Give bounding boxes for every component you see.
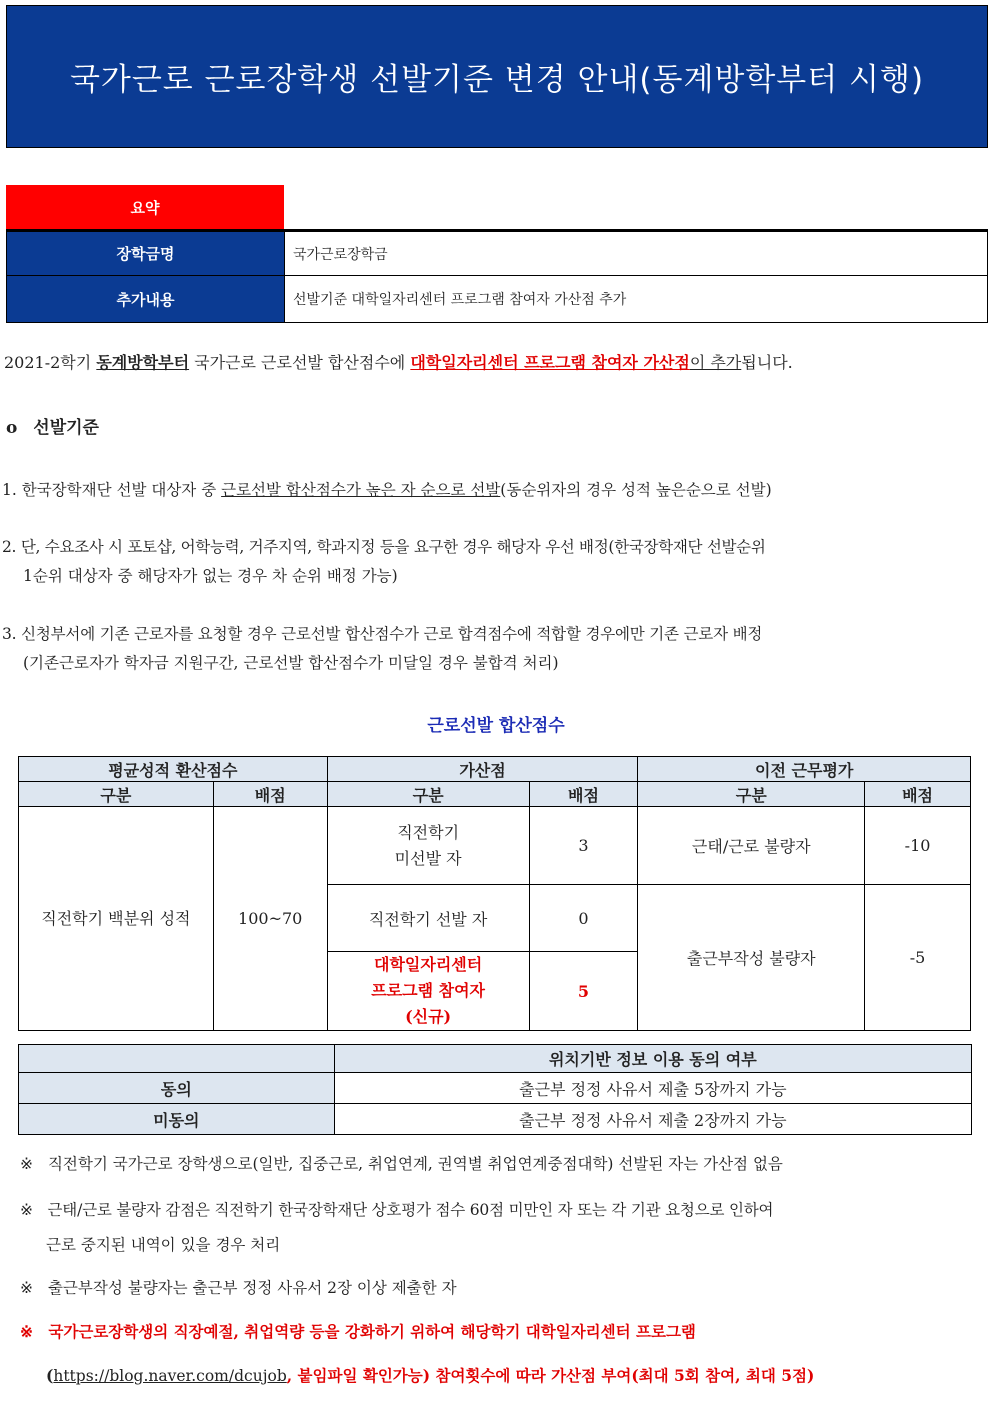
blog-link[interactable]: https://blog.naver.com/dcujob: [53, 1367, 287, 1385]
bonus-label-cell: 직전학기 선발 자: [327, 885, 529, 952]
summary-value-scholarship: [284, 231, 988, 276]
location-header: 위치기반 정보 이용 동의 여부: [334, 1045, 971, 1073]
summary-value-text: 국가근로장학금: [293, 246, 388, 263]
title-banner: [6, 5, 988, 148]
criteria-text: (동순위자의 경우 성적 높은순으로 선발): [500, 481, 772, 499]
bonus-label-cell-new: 대학일자리센터 프로그램 참여자(신규): [327, 952, 529, 1031]
col-header-gubun: 구분: [638, 782, 865, 807]
note-mark: ※: [20, 1155, 33, 1173]
summary-label-text: 추가내용: [116, 290, 175, 309]
bonus-points-cell: 0: [529, 885, 638, 952]
col-header-baejeom: 배점: [213, 782, 327, 807]
note-mark: ※: [20, 1201, 33, 1219]
note-3: [20, 1276, 457, 1300]
note-text: 근태/근로 불량자 감점은 직전학기 한국장학재단 상호평가 점수 60점 미만인 자 또는 각 기관 요청으로 인하여: [47, 1201, 774, 1219]
consent-label-agree: 동의: [19, 1073, 335, 1104]
eval-label-cell: 근태/근로 불량자: [638, 807, 865, 885]
bonus-points-cell: 3: [529, 807, 638, 885]
criteria-3-line2: (기존근로자가 학자금 지원구간, 근로선발 합산점수가 미달일 경우 불합격 처리): [23, 654, 559, 672]
section-heading: [6, 416, 99, 440]
summary-value-text: 선발기준 대학일자리센터 프로그램 참여자 가산점 추가: [293, 292, 627, 308]
page-title: 국가근로 근로장학생 선발기준 변경 안내(동계방학부터 시행): [69, 62, 925, 98]
note-4: [20, 1320, 696, 1344]
score-table-caption: 근로선발 합산점수: [427, 716, 565, 736]
note-text: , 붙임파일 확인가능) 참여횟수에 따라 가산점 부여(최대 5회 참여, 최대 5점): [286, 1366, 815, 1385]
summary-tab: [6, 185, 284, 230]
intro-text: 2021-2학기: [4, 353, 97, 372]
summary-value-addition: [284, 275, 988, 323]
summary-tab-label: 요약: [130, 199, 160, 217]
note-2-cont: 근로 중지된 내역이 있을 경우 처리: [46, 1236, 281, 1254]
location-header-empty: [19, 1045, 335, 1073]
consent-label-disagree: 미동의: [19, 1104, 335, 1135]
intro-highlight-winter: 동계방학부터: [96, 353, 190, 372]
intro-text: 국가근로 근로선발 합산점수에: [189, 353, 411, 372]
bonus-points-cell-new: 5: [529, 952, 638, 1031]
intro-paragraph: [4, 351, 793, 375]
col-header-gubun: 구분: [327, 782, 529, 807]
eval-label-cell: 출근부작성 불량자: [638, 885, 865, 1031]
criteria-2-line1: 2. 단, 수요조사 시 포토샵, 어학능력, 거주지역, 학과지정 등을 요구한 경우 해당자 우선 배정(한국장학재단 선발순위: [2, 538, 766, 556]
criteria-2-line2: 1순위 대상자 중 해당자가 없는 경우 차 순위 배정 가능): [23, 567, 398, 585]
score-table: [18, 756, 971, 1031]
bullet-icon: o: [6, 418, 18, 438]
note-text: 국가근로장학생의 직장예절, 취업역량 등을 강화하기 위하여 해당학기 대학일자리센터 프로그램: [48, 1322, 696, 1341]
grade-label-cell: 직전학기 백분위 성적: [19, 807, 214, 1031]
note-mark: ※: [20, 1322, 33, 1341]
grade-points-cell: 100~70: [213, 807, 327, 1031]
eval-points-cell: -10: [865, 807, 971, 885]
note-text: 출근부작성 불량자는 출근부 정정 사유서 2장 이상 제출한 자: [47, 1279, 457, 1297]
summary-label-addition: [6, 275, 285, 323]
criteria-1: [2, 478, 772, 502]
col-header-gubun: 구분: [19, 782, 214, 807]
col-header-baejeom: 배점: [865, 782, 971, 807]
note-text: 직전학기 국가근로 장학생으로(일반, 집중근로, 취업연계, 권역별 취업연계중점대학) 선발된 자는 가산점 없음: [47, 1155, 783, 1173]
note-1: [20, 1152, 783, 1176]
criteria-underlined: 근로선발 합산점수가 높은 자 순으로 선발: [221, 481, 501, 499]
section-heading-text: 선발기준: [33, 418, 99, 438]
intro-text: 이 추가: [689, 353, 742, 372]
bonus-label-cell: 직전학기 미선발 자: [327, 807, 529, 885]
summary-label-text: 장학금명: [116, 245, 175, 263]
group-header-grade: 평균성적 환산점수: [19, 757, 328, 782]
summary-label-scholarship: [6, 231, 285, 276]
consent-value-disagree: 출근부 정정 사유서 제출 2장까지 가능: [334, 1104, 971, 1135]
intro-text: 됩니다.: [741, 353, 793, 372]
eval-points-cell: -5: [865, 885, 971, 1031]
intro-highlight-bonus: 대학일자리센터 프로그램 참여자 가산점: [410, 353, 690, 372]
note-mark: ※: [20, 1279, 33, 1297]
consent-value-agree: 출근부 정정 사유서 제출 5장까지 가능: [334, 1073, 971, 1104]
criteria-3-line1: 3. 신청부서에 기존 근로자를 요청할 경우 근로선발 합산점수가 근로 합격점수에 적합할 경우에만 기존 근로자 배정: [2, 625, 763, 643]
col-header-baejeom: 배점: [529, 782, 638, 807]
criteria-text: 1. 한국장학재단 선발 대상자 중: [2, 481, 222, 499]
note-2: [20, 1198, 773, 1222]
note-4-cont: (https://blog.naver.com/dcujob, 붙임파일 확인가능) 참여횟수에 따라 가산점 부여(최대 5회 참여, 최대 5점): [46, 1366, 815, 1385]
location-consent-table: [18, 1044, 972, 1135]
group-header-eval: 이전 근무평가: [638, 757, 971, 782]
group-header-bonus: 가산점: [327, 757, 638, 782]
